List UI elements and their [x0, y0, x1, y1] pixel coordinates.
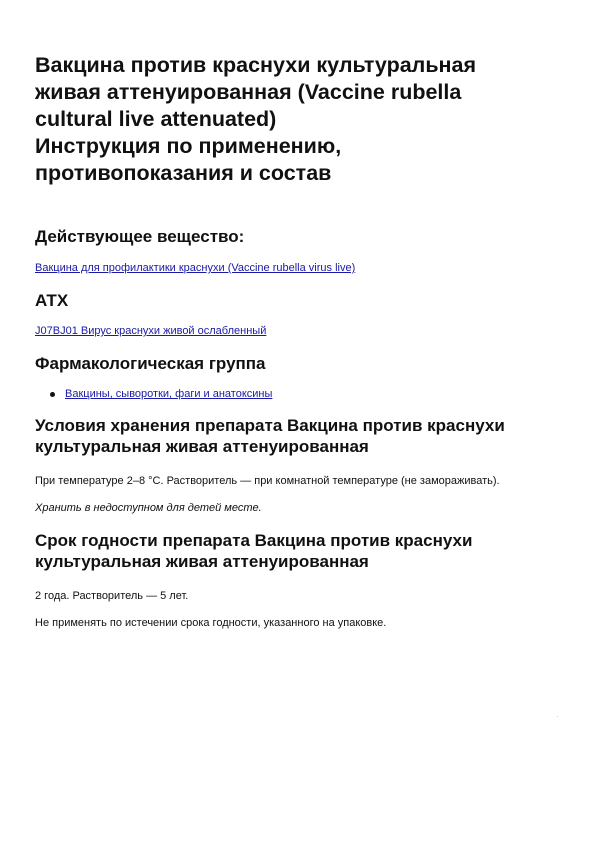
active-substance-row [35, 261, 565, 275]
shelf-life-heading-line: культуральная живая аттенуированная [35, 552, 369, 571]
shelf-life-heading [35, 530, 565, 572]
bullet-icon [50, 392, 55, 397]
pharm-group-list [35, 387, 565, 401]
title-line: Вакцина против краснухи культуральная [35, 53, 477, 77]
storage-heading-line: культуральная живая аттенуированная [35, 437, 369, 456]
atc-row [35, 324, 565, 338]
shelf-life-heading-line: Срок годности препарата Вакцина против краснухи [35, 531, 473, 550]
title-line: живая аттенуированная (Vaccine rubella [35, 80, 462, 104]
active-substance-heading: Действующее вещество: [35, 227, 245, 246]
shelf-life-note: Не применять по истечении срока годности, указанного на упаковке. [35, 617, 387, 629]
atc-heading: АТХ [35, 291, 69, 310]
storage-note: Хранить в недоступном для детей месте. [35, 502, 262, 514]
list-item [35, 387, 565, 401]
shelf-life-text: 2 года. Растворитель — 5 лет. [35, 590, 189, 602]
pharm-group-heading: Фармакологическая группа [35, 354, 266, 373]
active-substance-link[interactable]: Вакцина для профилактики краснухи (Vaccine rubella virus live) [35, 262, 356, 274]
title-line: Инструкция по применению, [35, 134, 342, 158]
storage-text: При температуре 2–8 °C. Растворитель — при комнатной температуре (не замораживать). [35, 475, 500, 487]
atc-link[interactable]: J07BJ01 Вирус краснухи живой ослабленный [35, 325, 267, 337]
document-page [35, 52, 565, 630]
title-line: cultural live attenuated) [35, 107, 277, 131]
page-title [35, 52, 565, 187]
storage-heading-line: Условия хранения препарата Вакцина против краснухи [35, 416, 505, 435]
page-speck [557, 716, 558, 717]
storage-heading [35, 415, 565, 457]
pharm-group-link[interactable]: Вакцины, сыворотки, фаги и анатоксины [65, 388, 273, 400]
title-line: противопоказания и состав [35, 161, 332, 185]
